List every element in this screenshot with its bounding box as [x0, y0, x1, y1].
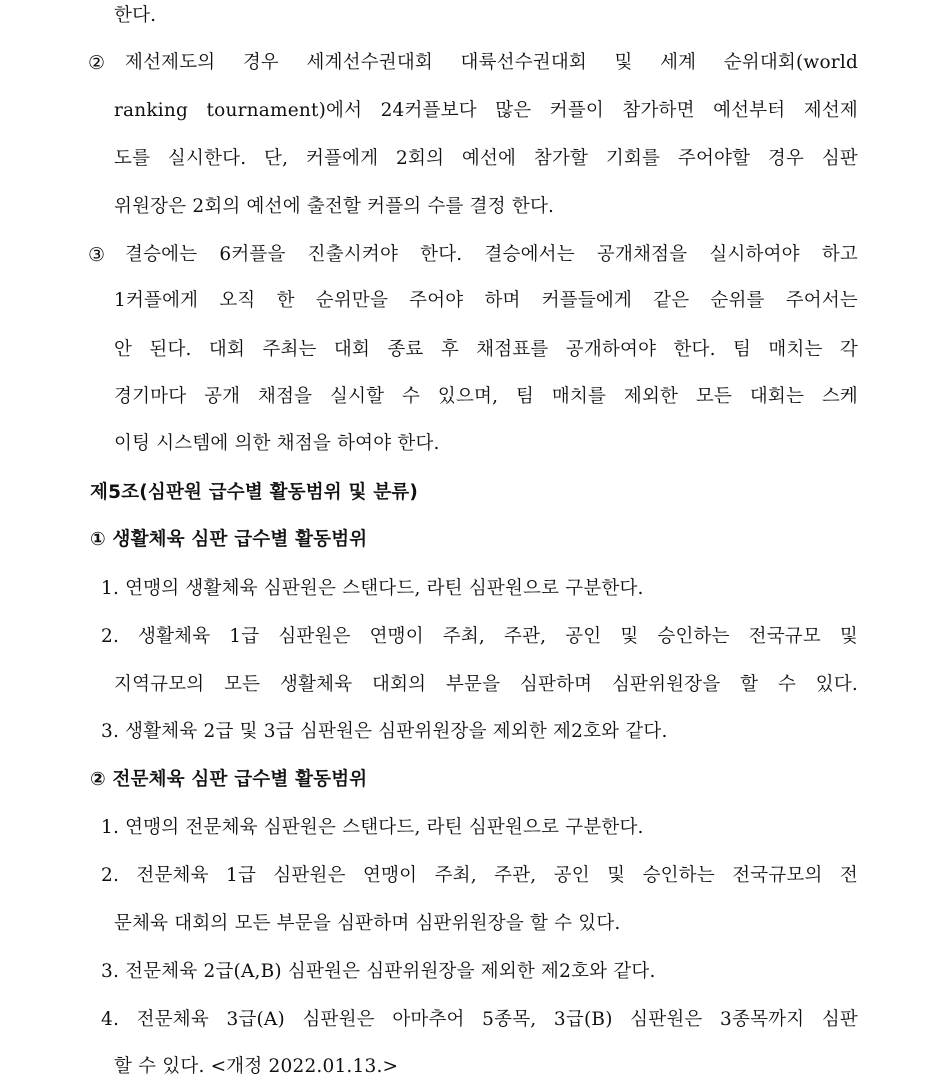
paragraph-line: 제선제도의 경우 세계선수권대회 대륙선수권대회 및 세계 순위대회(world	[125, 52, 858, 73]
list-item: 1. 연맹의 생활체육 심판원은 스탠다드, 라틴 심판원으로 구분한다.	[101, 578, 644, 599]
article-heading: 제5조(심판원 급수별 활동범위 및 분류)	[90, 482, 419, 503]
section-heading-2: ② 전문체육 심판 급수별 활동범위	[90, 769, 368, 790]
list-item: 3. 전문체육 2급(A,B) 심판원은 심판위원장을 제외한 제2호와 같다.	[101, 961, 656, 982]
list-item: 문체육 대회의 모든 부문을 심판하며 심판위원장을 할 수 있다.	[114, 913, 621, 934]
list-item: 3. 생활체육 2급 및 3급 심판원은 심판위원장을 제외한 제2호와 같다.	[101, 721, 668, 742]
list-item: 1. 연맹의 전문체육 심판원은 스탠다드, 라틴 심판원으로 구분한다.	[101, 817, 644, 838]
list-item: 2. 생활체육 1급 심판원은 연맹이 주최, 주관, 공인 및 승인하는 전국규모 및	[101, 626, 858, 647]
list-item: 4. 전문체육 3급(A) 심판원은 아마추어 5종목, 3급(B) 심판원은 3종목까지 심판	[101, 1009, 858, 1030]
paragraph-line: 위원장은 2회의 예선에 출전할 커플의 수를 결정 한다.	[114, 196, 555, 217]
paragraph-line: 경기마다 공개 채점을 실시할 수 있으며, 팀 매치를 제외한 모든 대회는 스케	[114, 386, 858, 407]
paragraph-line: 이팅 시스템에 의한 채점을 하여야 한다.	[114, 433, 440, 454]
paragraph-line: 안 된다. 대회 주최는 대회 종료 후 채점표를 공개하여야 한다. 팀 매치는 각	[114, 339, 858, 360]
paragraph-line: 도를 실시한다. 단, 커플에게 2회의 예선에 참가할 기회를 주어야할 경우 심판	[114, 148, 858, 169]
list-item: 할 수 있다. <개정 2022.01.13.>	[114, 1056, 399, 1077]
list-item: 지역규모의 모든 생활체육 대회의 부문을 심판하며 심판위원장을 할 수 있다.	[114, 674, 858, 695]
paragraph-line: 한다.	[114, 5, 157, 26]
paragraph-line: 1커플에게 오직 한 순위만을 주어야 하며 커플들에게 같은 순위를 주어서는	[114, 290, 858, 311]
item-marker: ②	[88, 52, 106, 74]
paragraph-line: 결승에는 6커플을 진출시켜야 한다. 결승에서는 공개채점을 실시하여야 하고	[125, 244, 858, 265]
list-item: 2. 전문체육 1급 심판원은 연맹이 주최, 주관, 공인 및 승인하는 전국규모의 전	[101, 865, 858, 886]
section-heading-1: ① 생활체육 심판 급수별 활동범위	[90, 529, 368, 550]
paragraph-line: ranking tournament)에서 24커플보다 많은 커플이 참가하면 예선부터 제선제	[114, 100, 858, 121]
item-marker: ③	[88, 244, 106, 266]
